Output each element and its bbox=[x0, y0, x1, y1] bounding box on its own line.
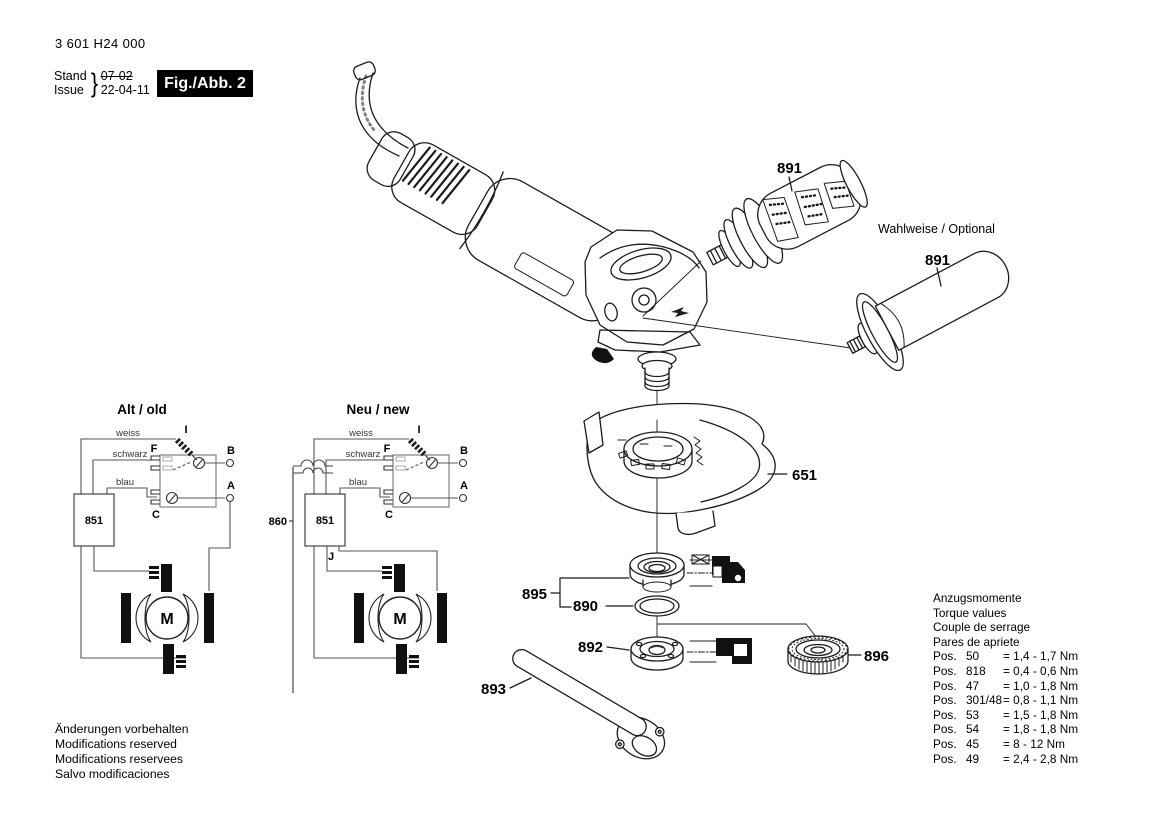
wire-label-blau-old: blau bbox=[116, 477, 134, 488]
pos-value: = 0,4 - 0,6 Nm bbox=[1003, 663, 1079, 678]
assembly-860-label: 860 bbox=[268, 516, 287, 528]
guard-clamp-lever bbox=[592, 347, 614, 363]
pos-value: = 0,8 - 1,1 Nm bbox=[1003, 693, 1079, 708]
motor-m-old: M bbox=[160, 611, 174, 628]
wire-label-weiss-old: weiss bbox=[116, 428, 140, 439]
leader-to-896 bbox=[657, 624, 817, 638]
label-leader-893 bbox=[510, 678, 531, 688]
module-851-old: 851 bbox=[84, 515, 104, 527]
pos-number: 54 bbox=[966, 722, 980, 737]
gear-head bbox=[585, 230, 707, 363]
pos-number: 50 bbox=[966, 649, 980, 664]
spindle bbox=[638, 352, 676, 391]
motor-m-new: M bbox=[393, 611, 407, 628]
note-line-es: Salvo modificaciones bbox=[55, 767, 170, 781]
part-label-892: 892 bbox=[578, 639, 604, 656]
wire-label-schwarz-old: schwarz bbox=[112, 449, 148, 460]
torque-row bbox=[933, 752, 1078, 767]
terminal-b-new: B bbox=[460, 445, 468, 457]
pos-value: = 1,5 - 1,8 Nm bbox=[1003, 707, 1079, 722]
label-leader-892 bbox=[607, 647, 629, 650]
torque-heading-es: Pares de apriete bbox=[933, 634, 1020, 649]
wiring-new-title: Neu / new bbox=[346, 402, 410, 417]
issue-label: Issue bbox=[54, 82, 84, 97]
module-851-new: 851 bbox=[315, 515, 335, 527]
torque-row bbox=[933, 693, 1078, 708]
motor-new bbox=[314, 546, 447, 674]
junction-j-label: J bbox=[327, 551, 335, 563]
pos-number: 53 bbox=[966, 707, 980, 722]
note-line-fr: Modifications reservees bbox=[55, 752, 184, 766]
backing-flange bbox=[630, 553, 684, 592]
pos-label: Pos. bbox=[933, 678, 957, 693]
stand-label: Stand bbox=[54, 69, 87, 83]
torque-heading-fr: Couple de serrage bbox=[933, 620, 1031, 635]
pos-label: Pos. bbox=[933, 722, 957, 737]
optional-note: Wahlweise / Optional bbox=[878, 222, 995, 236]
torque-heading-en: Torque values bbox=[933, 605, 1007, 620]
terminal-c-old: C bbox=[152, 509, 160, 521]
pos-number: 45 bbox=[966, 736, 980, 751]
terminal-b-old: B bbox=[227, 445, 235, 457]
note-line-en: Modifications reserved bbox=[55, 737, 177, 751]
pos-label: Pos. bbox=[933, 663, 957, 678]
flange-cross-section-icon bbox=[687, 555, 745, 586]
pos-number: 47 bbox=[966, 678, 980, 693]
terminal-i-old: I bbox=[184, 424, 188, 436]
terminal-i-new: I bbox=[417, 424, 421, 436]
torque-row bbox=[933, 664, 1078, 679]
nut-cross-section-icon bbox=[687, 638, 752, 664]
pos-label: Pos. bbox=[933, 649, 957, 664]
part-label-893: 893 bbox=[481, 681, 507, 698]
part-label-891-top: 891 bbox=[777, 160, 803, 177]
part-label-895: 895 bbox=[522, 586, 548, 603]
wiring-diagram-old bbox=[74, 439, 234, 674]
pos-label: Pos. bbox=[933, 693, 957, 708]
motor-old bbox=[81, 502, 230, 674]
pos-label: Pos. bbox=[933, 751, 957, 766]
vent-slots bbox=[403, 144, 469, 206]
modification-notes bbox=[55, 722, 189, 782]
stand-value-superseded: 07-02 bbox=[100, 69, 133, 83]
pos-value: = 1,8 - 1,8 Nm bbox=[1003, 722, 1079, 737]
quick-clamp-nut bbox=[788, 636, 848, 674]
wire-label-blau-new: blau bbox=[349, 477, 367, 488]
torque-row bbox=[933, 679, 1078, 694]
torque-row bbox=[933, 708, 1078, 723]
pos-value: = 2,4 - 2,8 Nm bbox=[1003, 751, 1079, 766]
pos-value: = 1,4 - 1,7 Nm bbox=[1003, 649, 1079, 664]
wiring-diagram-new bbox=[289, 439, 467, 693]
terminal-a-old: A bbox=[227, 480, 235, 492]
torque-row bbox=[933, 722, 1078, 737]
part-label-890: 890 bbox=[573, 598, 599, 615]
document-number: 3 601 H24 000 bbox=[55, 36, 146, 51]
o-ring bbox=[635, 596, 679, 616]
wire-label-schwarz-new: schwarz bbox=[345, 449, 381, 460]
pos-value: = 1,0 - 1,8 Nm bbox=[1003, 678, 1079, 693]
part-label-896: 896 bbox=[864, 648, 890, 665]
pos-label: Pos. bbox=[933, 736, 957, 751]
terminal-f-old: F bbox=[150, 443, 158, 455]
wiring-old-title: Alt / old bbox=[117, 402, 167, 417]
issue-value: 22-04-11 bbox=[100, 82, 150, 97]
pos-number: 818 bbox=[966, 663, 986, 678]
pos-value: = 8 - 12 Nm bbox=[1003, 736, 1065, 751]
part-label-651: 651 bbox=[792, 467, 818, 484]
torque-heading-de: Anzugsmomente bbox=[933, 591, 1022, 605]
torque-table bbox=[933, 591, 1078, 766]
pos-number: 301/48 bbox=[966, 693, 1003, 708]
torque-row bbox=[933, 649, 1078, 664]
terminal-c-new: C bbox=[385, 509, 393, 521]
terminal-f-new: F bbox=[383, 443, 391, 455]
torque-row bbox=[933, 737, 1078, 752]
clamping-nut bbox=[631, 637, 683, 670]
wheel-guard bbox=[584, 404, 775, 556]
wire-label-weiss-new: weiss bbox=[349, 428, 373, 439]
part-label-891-side: 891 bbox=[925, 252, 951, 269]
note-line-de: Änderungen vorbehalten bbox=[55, 722, 189, 736]
pos-number: 49 bbox=[966, 751, 980, 766]
pos-label: Pos. bbox=[933, 707, 957, 722]
terminal-a-new: A bbox=[460, 480, 468, 492]
revision-brace: } bbox=[90, 68, 98, 98]
figure-badge: Fig./Abb. 2 bbox=[157, 70, 253, 97]
